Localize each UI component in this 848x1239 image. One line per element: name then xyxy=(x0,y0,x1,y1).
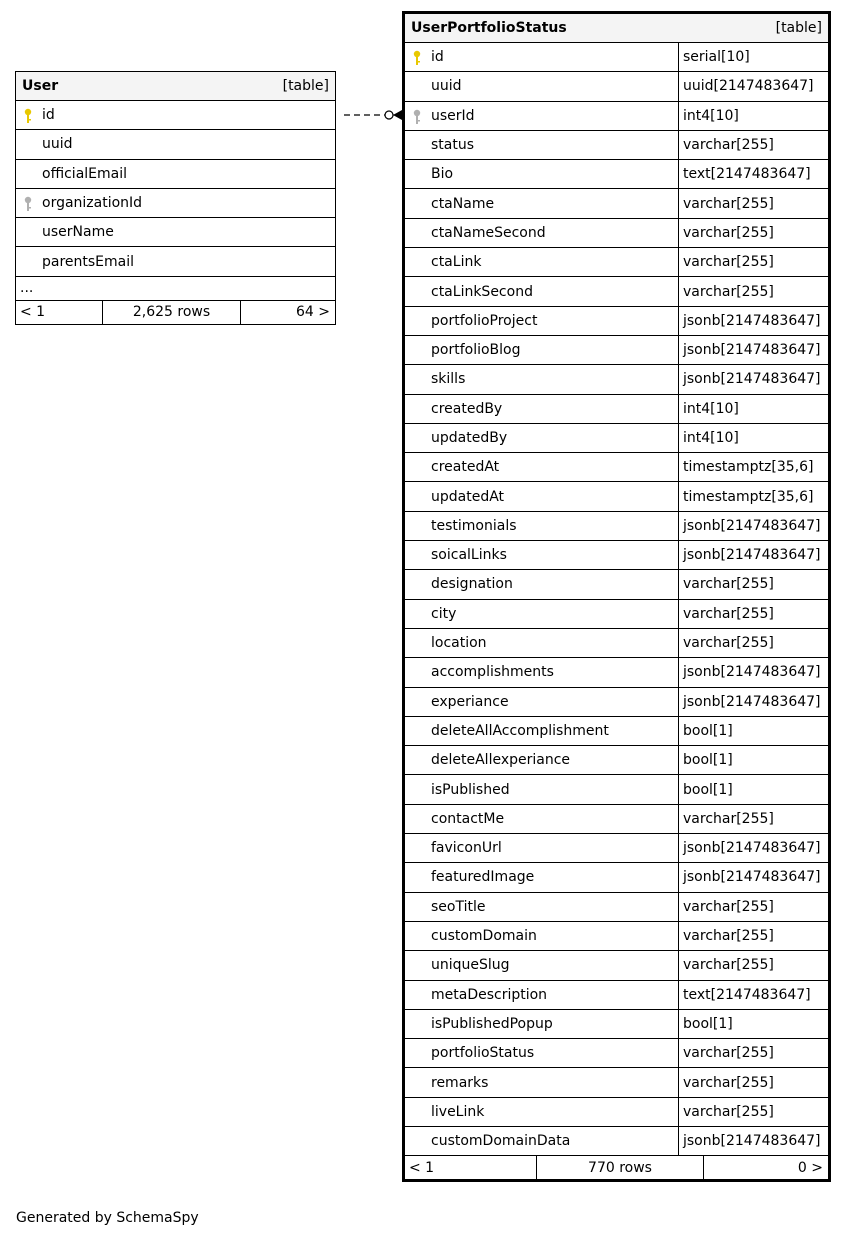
column-row[interactable] xyxy=(405,688,828,717)
column-name: isPublishedPopup xyxy=(431,1015,553,1032)
table-name[interactable]: User xyxy=(22,78,59,94)
table-user-portfolio-status[interactable] xyxy=(402,11,831,1182)
column-name-cell xyxy=(405,131,678,159)
column-row[interactable] xyxy=(405,570,828,599)
column-row[interactable] xyxy=(405,922,828,951)
column-name: contactMe xyxy=(431,810,505,827)
column-name: ctaLink xyxy=(431,254,482,271)
table-header xyxy=(16,72,335,101)
column-name-cell xyxy=(405,951,678,979)
primary-key-icon xyxy=(24,108,32,124)
column-row[interactable] xyxy=(16,160,335,189)
column-list xyxy=(405,43,828,1156)
column-name-cell xyxy=(16,130,335,158)
column-type: varchar[255] xyxy=(678,219,828,247)
column-type: int4[10] xyxy=(678,395,828,423)
column-name: testimonials xyxy=(431,517,517,534)
generator-note: Generated by SchemaSpy xyxy=(16,1210,199,1226)
column-type: varchar[255] xyxy=(678,805,828,833)
column-type: varchar[255] xyxy=(678,893,828,921)
column-name-cell xyxy=(16,218,335,246)
table-user[interactable] xyxy=(15,71,336,325)
column-row[interactable] xyxy=(405,131,828,160)
column-name-cell xyxy=(16,247,335,275)
column-name: location xyxy=(431,635,487,652)
column-name-cell xyxy=(405,775,678,803)
column-type: varchar[255] xyxy=(678,1098,828,1126)
column-name: id xyxy=(42,107,55,124)
column-name-cell xyxy=(405,512,678,540)
column-row[interactable] xyxy=(405,336,828,365)
column-name: Bio xyxy=(431,166,454,183)
column-type: jsonb[2147483647] xyxy=(678,365,828,393)
column-name: ctaName xyxy=(431,195,495,212)
column-name-cell xyxy=(405,717,678,745)
column-type: uuid[2147483647] xyxy=(678,72,828,100)
column-name-cell xyxy=(405,570,678,598)
column-name: remarks xyxy=(431,1074,489,1091)
column-name-cell xyxy=(405,893,678,921)
column-type: varchar[255] xyxy=(678,951,828,979)
foreign-key-icon xyxy=(413,109,421,125)
column-name-cell xyxy=(405,365,678,393)
column-name-cell xyxy=(405,863,678,891)
column-name-cell xyxy=(405,688,678,716)
column-name: updatedAt xyxy=(431,488,505,505)
column-name: createdBy xyxy=(431,400,503,417)
column-name: uniqueSlug xyxy=(431,957,510,974)
table-footer xyxy=(16,301,335,324)
column-type: jsonb[2147483647] xyxy=(678,834,828,862)
column-name: deleteAllexperiance xyxy=(431,752,571,769)
column-name: liveLink xyxy=(431,1103,485,1120)
column-row[interactable] xyxy=(405,805,828,834)
column-row[interactable] xyxy=(405,863,828,892)
column-name: featuredImage xyxy=(431,869,535,886)
column-name-cell xyxy=(405,629,678,657)
column-name: faviconUrl xyxy=(431,840,502,857)
column-name-cell xyxy=(405,541,678,569)
column-name: portfolioBlog xyxy=(431,342,521,359)
column-type: int4[10] xyxy=(678,102,828,130)
column-name: seoTitle xyxy=(431,898,486,915)
column-row[interactable] xyxy=(405,482,828,511)
children-count[interactable]: 64 > xyxy=(296,304,330,321)
column-name-cell xyxy=(405,277,678,305)
column-row[interactable] xyxy=(16,247,335,276)
column-name: customDomainData xyxy=(431,1133,571,1150)
column-name-cell xyxy=(405,248,678,276)
column-name: portfolioStatus xyxy=(431,1045,535,1062)
column-row[interactable] xyxy=(405,893,828,922)
column-name-cell xyxy=(405,72,678,100)
column-name: isPublished xyxy=(431,781,510,798)
column-name: ctaNameSecond xyxy=(431,224,546,241)
column-name: metaDescription xyxy=(431,986,548,1003)
column-type: varchar[255] xyxy=(678,1039,828,1067)
column-row[interactable] xyxy=(405,365,828,394)
column-row[interactable] xyxy=(405,981,828,1010)
column-name-cell xyxy=(405,307,678,335)
column-type: varchar[255] xyxy=(678,131,828,159)
column-name-cell xyxy=(405,834,678,862)
column-row[interactable] xyxy=(405,951,828,980)
table-name[interactable]: UserPortfolioStatus xyxy=(411,20,567,36)
column-row[interactable] xyxy=(16,130,335,159)
column-name: userName xyxy=(42,224,114,241)
column-row[interactable] xyxy=(16,101,335,130)
column-name: id xyxy=(431,49,444,66)
table-footer xyxy=(405,1156,828,1179)
column-name: soicalLinks xyxy=(431,547,507,564)
column-type: varchar[255] xyxy=(678,248,828,276)
foreign-key-icon xyxy=(24,196,32,212)
column-row[interactable] xyxy=(405,219,828,248)
column-type: varchar[255] xyxy=(678,1068,828,1096)
column-type: serial[10] xyxy=(678,43,828,71)
column-row[interactable] xyxy=(405,307,828,336)
table-header xyxy=(405,14,828,43)
column-name-cell xyxy=(405,43,678,71)
column-name: officialEmail xyxy=(42,165,127,182)
column-name: accomplishments xyxy=(431,664,554,681)
column-name: updatedBy xyxy=(431,430,508,446)
column-name: organizationId xyxy=(42,195,143,212)
column-name: designation xyxy=(431,576,513,593)
column-row[interactable] xyxy=(405,189,828,218)
table-kind: [table] xyxy=(775,20,822,36)
column-type: jsonb[2147483647] xyxy=(678,658,828,686)
column-name-cell xyxy=(405,219,678,247)
column-type: varchar[255] xyxy=(678,600,828,628)
column-row[interactable] xyxy=(405,629,828,658)
column-type: bool[1] xyxy=(678,1010,828,1038)
children-count[interactable]: 0 > xyxy=(797,1159,823,1176)
column-type: varchar[255] xyxy=(678,922,828,950)
column-name-cell xyxy=(405,482,678,510)
column-name-cell xyxy=(405,1039,678,1067)
column-row[interactable] xyxy=(16,218,335,247)
column-name-cell xyxy=(405,746,678,774)
parents-count[interactable]: < 1 xyxy=(20,304,46,321)
primary-key-icon xyxy=(413,50,421,66)
column-name-cell xyxy=(16,189,335,217)
column-row[interactable] xyxy=(405,102,828,131)
column-row[interactable] xyxy=(405,72,828,101)
column-row[interactable] xyxy=(16,189,335,218)
column-name-cell xyxy=(405,1010,678,1038)
crow-foot-marker xyxy=(393,110,402,120)
column-name-cell xyxy=(405,1068,678,1096)
zero-cardinality-marker xyxy=(385,111,393,119)
column-row[interactable] xyxy=(405,1098,828,1127)
column-name: skills xyxy=(431,371,466,388)
column-row[interactable] xyxy=(405,160,828,189)
column-name-cell xyxy=(405,336,678,364)
column-row[interactable] xyxy=(405,453,828,482)
column-row[interactable] xyxy=(405,1127,828,1156)
column-row[interactable] xyxy=(405,541,828,570)
column-row[interactable] xyxy=(405,775,828,804)
column-type: jsonb[2147483647] xyxy=(678,512,828,540)
column-row[interactable] xyxy=(405,600,828,629)
column-name: customDomain xyxy=(431,928,537,945)
column-type: timestamptz[35,6] xyxy=(678,482,828,510)
column-row[interactable] xyxy=(405,395,828,424)
column-type: jsonb[2147483647] xyxy=(678,307,828,335)
column-name: createdAt xyxy=(431,459,500,476)
column-type: varchar[255] xyxy=(678,570,828,598)
column-row[interactable] xyxy=(405,424,828,453)
column-name-cell xyxy=(405,805,678,833)
column-row[interactable] xyxy=(405,658,828,687)
column-type: bool[1] xyxy=(678,746,828,774)
more-columns-ellipsis: ... xyxy=(16,277,335,301)
parents-count[interactable]: < 1 xyxy=(409,1159,435,1176)
row-count: 2,625 rows xyxy=(102,301,241,324)
column-name-cell xyxy=(405,600,678,628)
column-name-cell xyxy=(16,160,335,188)
column-row[interactable] xyxy=(405,834,828,863)
column-type: varchar[255] xyxy=(678,629,828,657)
column-name: uuid xyxy=(42,136,73,153)
column-type: jsonb[2147483647] xyxy=(678,688,828,716)
column-type: bool[1] xyxy=(678,717,828,745)
column-name: uuid xyxy=(431,78,462,95)
column-name-cell xyxy=(405,981,678,1009)
column-row[interactable] xyxy=(405,43,828,72)
column-name-cell xyxy=(405,1127,678,1155)
column-name-cell xyxy=(405,102,678,130)
column-type: varchar[255] xyxy=(678,277,828,305)
column-name-cell xyxy=(405,424,678,452)
column-name-cell xyxy=(405,922,678,950)
column-type: jsonb[2147483647] xyxy=(678,541,828,569)
column-name-cell xyxy=(405,160,678,188)
column-name-cell xyxy=(405,658,678,686)
column-row[interactable] xyxy=(405,717,828,746)
column-name: deleteAllAccomplishment xyxy=(431,722,609,739)
column-name: parentsEmail xyxy=(42,253,135,270)
column-type: jsonb[2147483647] xyxy=(678,863,828,891)
column-name-cell xyxy=(405,189,678,217)
column-type: timestamptz[35,6] xyxy=(678,453,828,481)
column-name: ctaLinkSecond xyxy=(431,283,533,300)
column-name: experiance xyxy=(431,693,509,710)
column-name-cell xyxy=(405,395,678,423)
column-name-cell xyxy=(405,1098,678,1126)
column-row[interactable] xyxy=(405,277,828,306)
column-list xyxy=(16,101,335,277)
column-row[interactable] xyxy=(405,1068,828,1097)
row-count: 770 rows xyxy=(536,1156,704,1179)
column-row[interactable] xyxy=(405,512,828,541)
column-row[interactable] xyxy=(405,1010,828,1039)
column-type: int4[10] xyxy=(678,424,828,452)
column-type: jsonb[2147483647] xyxy=(678,336,828,364)
column-type: bool[1] xyxy=(678,775,828,803)
column-row[interactable] xyxy=(405,248,828,277)
column-row[interactable] xyxy=(405,746,828,775)
column-name: city xyxy=(431,605,457,622)
column-name-cell xyxy=(405,453,678,481)
column-name-cell xyxy=(16,101,335,129)
column-name: status xyxy=(431,137,475,154)
column-type: text[2147483647] xyxy=(678,981,828,1009)
column-type: varchar[255] xyxy=(678,189,828,217)
column-row[interactable] xyxy=(405,1039,828,1068)
column-type: jsonb[2147483647] xyxy=(678,1127,828,1155)
table-kind: [table] xyxy=(282,78,329,94)
column-name: portfolioProject xyxy=(431,312,538,329)
column-type: text[2147483647] xyxy=(678,160,828,188)
column-name: userId xyxy=(431,107,475,124)
